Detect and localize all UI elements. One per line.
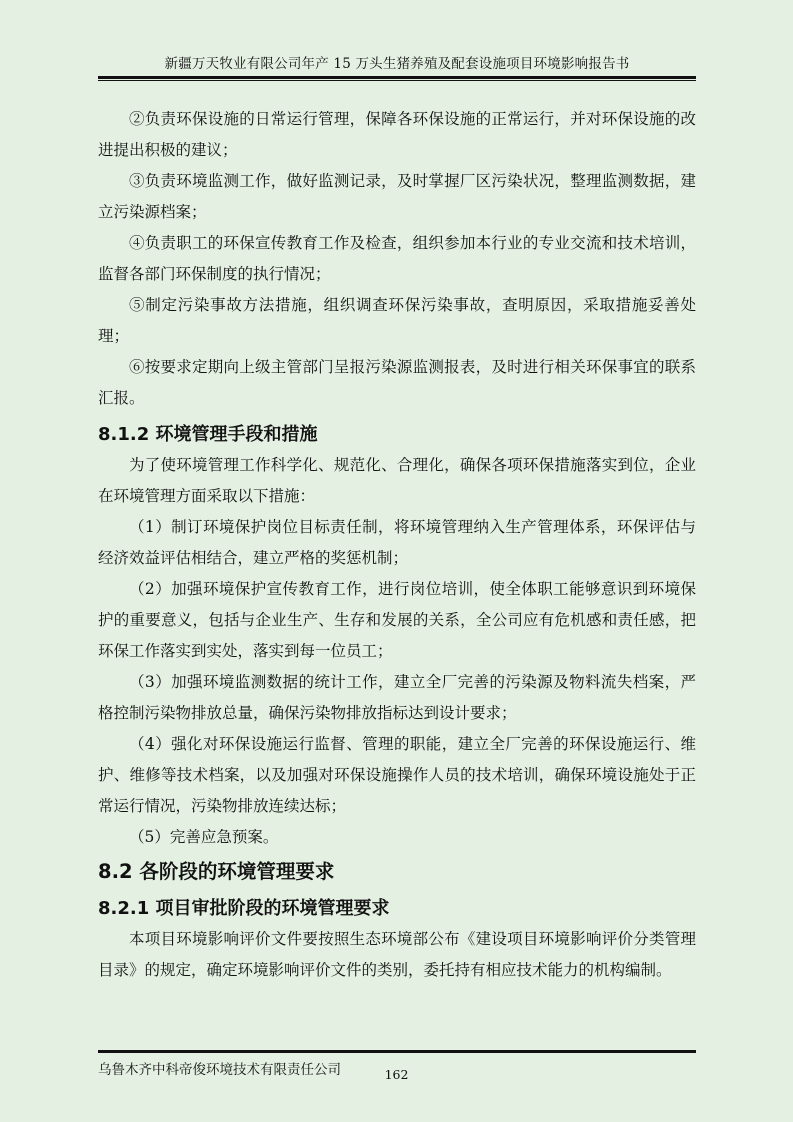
footer-company-name: 乌鲁木齐中科帝俊环境技术有限责任公司 [98, 1062, 341, 1078]
document-body [98, 104, 696, 986]
duty-paragraph-6: ⑥按要求定期向上级主管部门呈报污染源监测报表，及时进行相关环保事宜的联系汇报。 [98, 358, 696, 407]
duty-paragraph-4: ④负责职工的环保宣传教育工作及检查，组织参加本行业的专业交流和技术培训，监督各部门环保制度的执行情况； [98, 234, 696, 283]
section-heading-8-2-1: 8.2.1 项目审批阶段的环境管理要求 [98, 898, 390, 919]
header-divider [98, 76, 696, 81]
page-number: 162 [384, 1067, 409, 1082]
duty-paragraph-3: ③负责环境监测工作，做好监测记录，及时掌握厂区污染状况，整理监测数据，建立污染源档案； [98, 172, 696, 221]
page-header-title: 新疆万天牧业有限公司年产 15 万头生猪养殖及配套设施项目环境影响报告书 [164, 56, 630, 72]
measure-item-2: （2）加强环境保护宣传教育工作，进行岗位培训，使全体职工能够意识到环境保护的重要意义，包括与企业生产、生存和发展的关系，全公司应有危机感和责任感，把环保工作落实到实处，落实到每一位员工； [98, 580, 696, 660]
section-intro-paragraph: 为了使环境管理工作科学化、规范化、合理化，确保各项环保措施落实到位，企业在环境管理方面采取以下措施： [98, 456, 696, 505]
measure-item-5: （5）完善应急预案。 [129, 828, 279, 846]
measure-item-4: （4）强化对环保设施运行监督、管理的职能，建立全厂完善的环保设施运行、维护、维修等技术档案，以及加强对环保设施操作人员的技术培训，确保环境设施处于正常运行情况，污染物排放连续达标； [98, 735, 696, 815]
section-heading-8-2: 8.2 各阶段的环境管理要求 [98, 860, 335, 883]
duty-paragraph-2: ②负责环保设施的日常运行管理，保障各环保设施的正常运行，并对环保设施的改进提出积极的建议； [98, 110, 696, 159]
footer-divider [98, 1050, 696, 1053]
duty-paragraph-5: ⑤制定污染事故方法措施，组织调查环保污染事故，查明原因，采取措施妥善处理； [98, 296, 696, 345]
measure-item-1: （1）制订环境保护岗位目标责任制，将环境管理纳入生产管理体系，环保评估与经济效益评估相结合，建立严格的奖惩机制； [98, 518, 696, 567]
approval-stage-paragraph: 本项目环境影响评价文件要按照生态环境部公布《建设项目环境影响评价分类管理目录》的规定，确定环境影响评价文件的类别，委托持有相应技术能力的机构编制。 [98, 930, 696, 979]
measure-item-3: （3）加强环境监测数据的统计工作，建立全厂完善的污染源及物料流失档案，严格控制污染物排放总量，确保污染物排放指标达到设计要求； [98, 673, 696, 722]
section-heading-8-1-2: 8.1.2 环境管理手段和措施 [98, 424, 318, 445]
